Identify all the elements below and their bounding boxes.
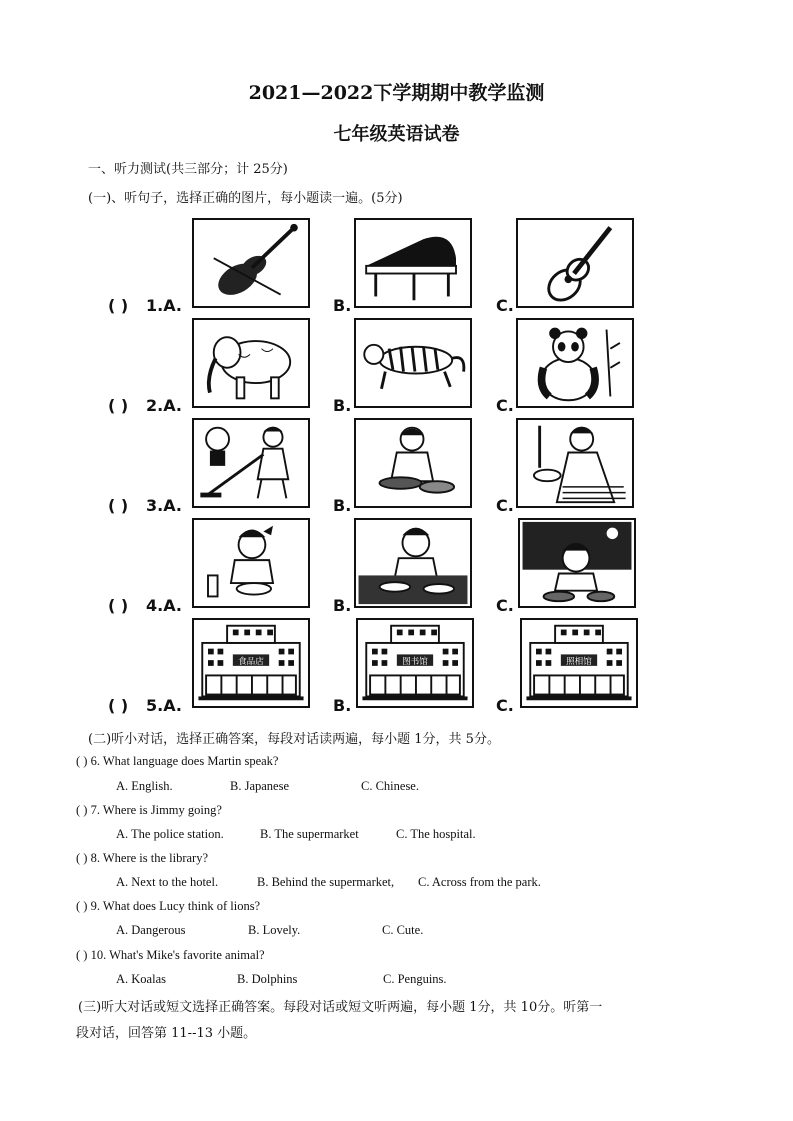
question-row-4: [0, 516, 793, 615]
option-c[interactable]: C. Chinese.: [361, 779, 419, 793]
exam-subtitle: 七年级英语试卷: [333, 124, 460, 145]
question-6: ( ) 6. What language does Martin speak?: [76, 754, 279, 768]
library-building-picture[interactable]: [356, 618, 474, 708]
option-b[interactable]: B. The supermarket: [260, 827, 359, 841]
violin-picture[interactable]: [192, 218, 310, 308]
option-c-label: C.: [496, 696, 514, 715]
option-c[interactable]: C. Cute.: [382, 923, 424, 937]
option-c[interactable]: C. Across from the park.: [418, 875, 541, 889]
option-b-label: B.: [333, 696, 352, 715]
question-9: ( ) 9. What does Lucy think of lions?: [76, 899, 261, 913]
option-c[interactable]: C. The hospital.: [396, 827, 476, 841]
question-10: ( ) 10. What's Mike's favorite animal?: [76, 948, 265, 962]
question-row-3: [0, 416, 793, 515]
answer-parentheses[interactable]: ( ): [108, 496, 129, 515]
building-sign-text: 食品店: [238, 656, 264, 667]
option-c-label: C.: [496, 596, 514, 615]
exam-title: 2021—2022下学期期中教学监测: [248, 82, 545, 104]
section1-instruction: (一)、听句子，选择正确的图片，每小题读一遍。(5分): [88, 191, 403, 206]
answer-parentheses[interactable]: ( ): [108, 696, 129, 715]
question-row-1: [0, 216, 793, 315]
girl-washing-dishes-picture[interactable]: [516, 418, 634, 508]
option-b-label: B.: [333, 496, 352, 515]
question-label: 5.A.: [146, 696, 182, 715]
option-a[interactable]: A. The police station.: [116, 827, 224, 841]
answer-parentheses[interactable]: ( ): [108, 596, 129, 615]
piano-picture[interactable]: [354, 218, 472, 308]
shop-building-picture[interactable]: [192, 618, 310, 708]
option-c-label: C.: [496, 396, 514, 415]
option-c[interactable]: C. Penguins.: [383, 972, 447, 986]
section3-instruction-line2: 段对话，回答第 11--13 小题。: [76, 1026, 257, 1041]
option-c-label: C.: [496, 296, 514, 315]
option-b-label: B.: [333, 396, 352, 415]
question-row-2: [0, 316, 793, 415]
option-a[interactable]: A. Koalas: [116, 972, 166, 986]
question-label: 2.A.: [146, 396, 182, 415]
option-b[interactable]: B. Japanese: [230, 779, 290, 793]
question-label: 1.A.: [146, 296, 182, 315]
question-label: 4.A.: [146, 596, 182, 615]
answer-parentheses[interactable]: ( ): [108, 396, 129, 415]
question-8: ( ) 8. Where is the library?: [76, 851, 209, 865]
section2-instruction: (二)听小对话，选择正确答案，每段对话读两遍，每小题 1分，共 5分。: [88, 732, 500, 747]
elephant-picture[interactable]: [192, 318, 310, 408]
tiger-picture[interactable]: [354, 318, 472, 408]
bank-building-picture[interactable]: [520, 618, 638, 708]
option-b-label: B.: [333, 596, 352, 615]
option-a[interactable]: A. Next to the hotel.: [116, 875, 219, 889]
guitar-picture[interactable]: [516, 218, 634, 308]
question-label: 3.A.: [146, 496, 182, 515]
building-sign-text: 图书馆: [402, 656, 428, 667]
option-b[interactable]: B. Behind the supermarket,: [257, 875, 395, 889]
option-b[interactable]: B. Dolphins: [237, 972, 298, 986]
question-row-5: [0, 616, 793, 715]
option-b-label: B.: [333, 296, 352, 315]
boy-cooking-picture[interactable]: [354, 418, 472, 508]
option-a[interactable]: A. Dangerous: [116, 923, 186, 937]
section3-instruction-line1: (三)听大对话或短文选择正确答案。每段对话或短文听两遍，每小题 1分，共 10分。听第一: [78, 1000, 603, 1015]
option-c-label: C.: [496, 496, 514, 515]
question-7: ( ) 7. Where is Jimmy going?: [76, 803, 222, 817]
option-b[interactable]: B. Lovely.: [248, 923, 301, 937]
girl-lunch-picture[interactable]: [354, 518, 472, 608]
option-a[interactable]: A. English.: [116, 779, 173, 793]
panda-picture[interactable]: [516, 318, 634, 408]
building-sign-text: 照相馆: [566, 656, 592, 667]
girl-breakfast-picture[interactable]: [192, 518, 310, 608]
girl-dinner-picture[interactable]: [518, 518, 636, 608]
answer-parentheses[interactable]: ( ): [108, 296, 129, 315]
part1-heading: 一、听力测试(共三部分；计 25分): [88, 162, 288, 177]
girl-sweeping-picture[interactable]: [192, 418, 310, 508]
